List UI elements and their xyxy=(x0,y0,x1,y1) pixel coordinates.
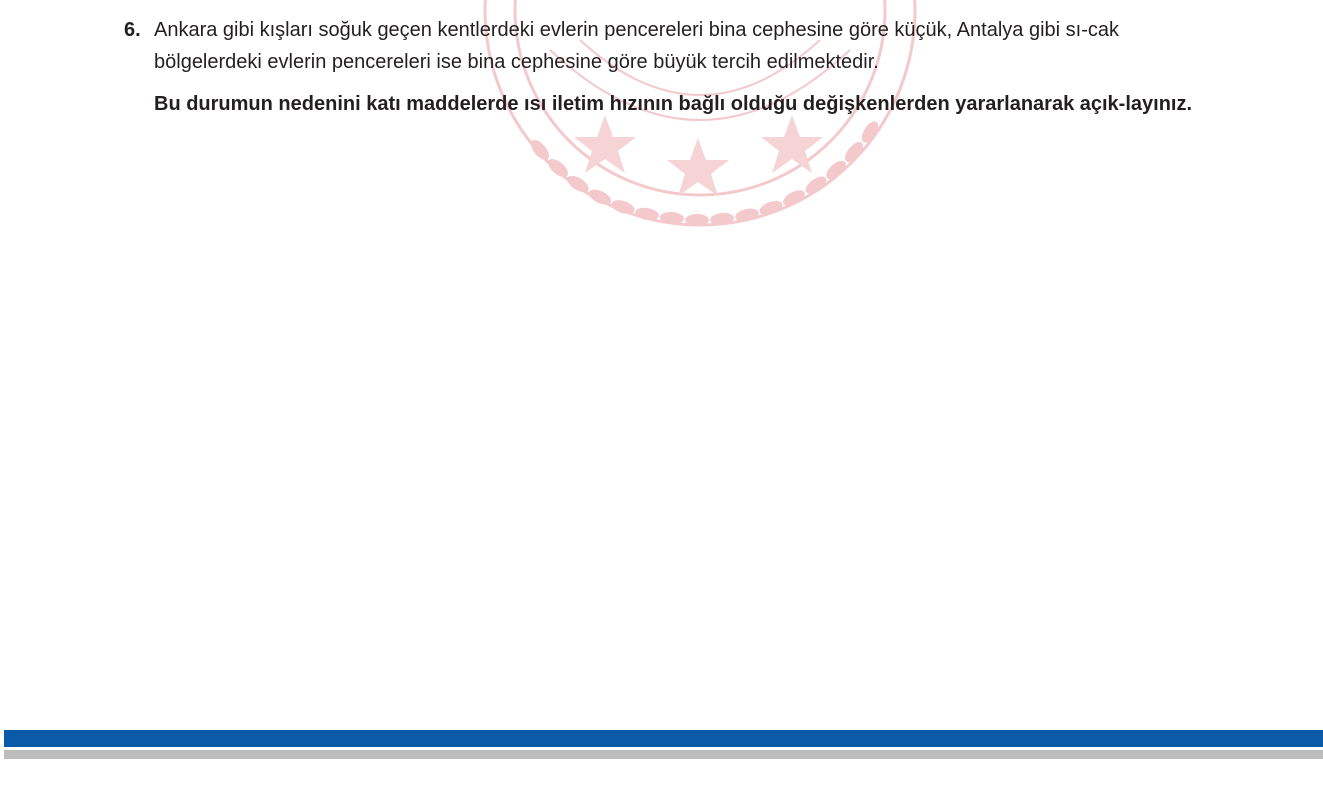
footer-blue-bar xyxy=(4,730,1323,747)
question-body xyxy=(154,14,1204,120)
footer-gray-bar xyxy=(4,750,1323,759)
question-number: 6. xyxy=(124,19,141,41)
question-block xyxy=(124,14,1204,120)
question-instruction: Bu durumun nedenini katı maddelerde ısı iletim hızının bağlı olduğu değişkenlerden yararlanarak açık-layınız. xyxy=(154,93,1193,115)
question-text: Ankara gibi kışları soğuk geçen kentlerdeki evlerin pencereleri bina cephesine göre küçük, Antalya gibi sı-cak bölgelerdeki evlerin pencereleri ise bina cephesine göre büyük tercih edilmektedir. xyxy=(154,19,1119,73)
